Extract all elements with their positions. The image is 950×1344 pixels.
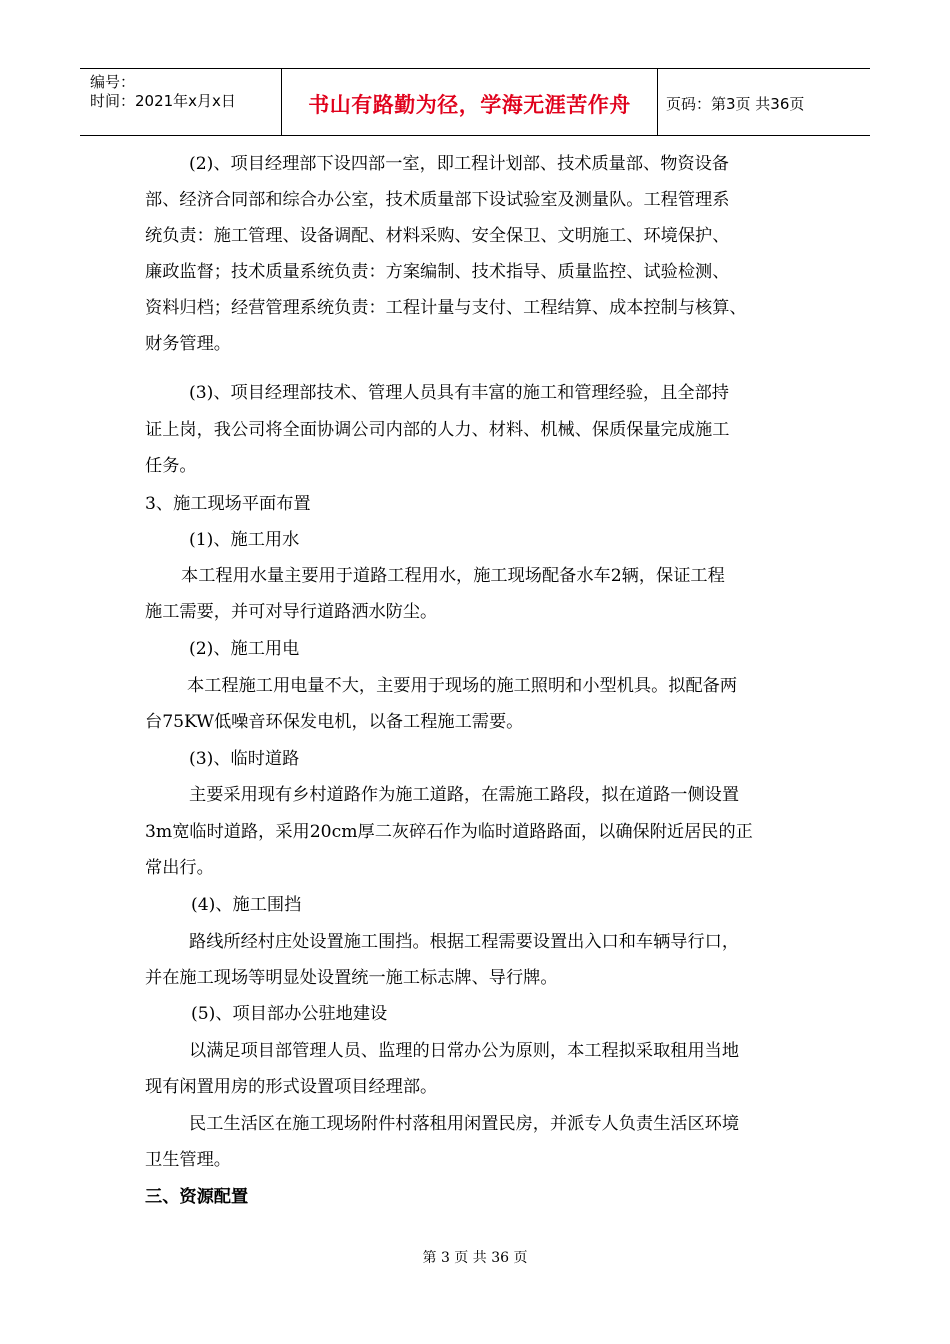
paragraph-line: 本工程施工用电量不大，主要用于现场的施工照明和小型机具。拟配备两: [187, 676, 738, 696]
paragraph-line: 民工生活区在施工现场附件村落租用闲置民房，并派专人负责生活区环境: [189, 1114, 740, 1134]
paragraph-line: 现有闲置用房的形式设置项目经理部。: [145, 1077, 438, 1097]
paragraph-line: 并在施工现场等明显处设置统一施工标志牌、导行牌。: [145, 968, 558, 988]
paragraph-line: 廉政监督；技术质量系统负责：方案编制、技术指导、质量监控、试验检测、: [145, 262, 730, 282]
paragraph-line: (3)、项目经理部技术、管理人员具有丰富的施工和管理经验，且全部持: [189, 383, 729, 403]
page-header: [80, 68, 870, 136]
subsection-heading: (5)、项目部办公驻地建设: [191, 1004, 388, 1024]
paragraph-line: 路线所经村庄处设置施工围挡。根据工程需要设置出入口和车辆导行口，: [189, 932, 740, 952]
section-heading: 3、施工现场平面布置: [145, 494, 311, 514]
paragraph-line: 施工需要，并可对导行道路洒水防尘。: [145, 602, 438, 622]
paragraph-line: 3m宽临时道路，采用20cm厚二灰碎石作为临时道路路面，以确保附近居民的正: [145, 822, 753, 842]
subsection-heading: (4)、施工围挡: [191, 895, 302, 915]
paragraph-line: 资料归档；经营管理系统负责：工程计量与支付、工程结算、成本控制与核算、: [145, 298, 747, 318]
header-page-number: 页码：第3页 共36页: [666, 94, 805, 113]
paragraph-line: 卫生管理。: [145, 1150, 231, 1170]
subsection-heading: (2)、施工用电: [189, 639, 300, 659]
header-meta: [80, 69, 282, 135]
paragraph-line: 台75KW低噪音环保发电机，以备工程施工需要。: [145, 712, 524, 732]
paragraph-line: (2)、项目经理部下设四部一室，即工程计划部、技术质量部、物资设备: [189, 154, 729, 174]
paragraph-line: 常出行。: [145, 858, 214, 878]
paragraph-line: 本工程用水量主要用于道路工程用水，施工现场配备水车2辆，保证工程: [181, 566, 725, 586]
paragraph-line: 证上岗，我公司将全面协调公司内部的人力、材料、机械、保质保量完成施工: [145, 420, 730, 440]
document-number: 编号：: [90, 73, 136, 91]
subsection-heading: (3)、临时道路: [189, 749, 300, 769]
subsection-heading: (1)、施工用水: [189, 530, 300, 550]
chapter-heading: 三、资源配置: [145, 1187, 249, 1207]
paragraph-line: 部、经济合同部和综合办公室，技术质量部下设试验室及测量队。工程管理系: [145, 190, 730, 210]
paragraph-line: 主要采用现有乡村道路作为施工道路，在需施工路段，拟在道路一侧设置: [189, 785, 740, 805]
paragraph-line: 以满足项目部管理人员、监理的日常办公为原则，本工程拟采取租用当地: [189, 1041, 740, 1061]
paragraph-line: 统负责：施工管理、设备调配、材料采购、安全保卫、文明施工、环境保护、: [145, 226, 730, 246]
page-footer: 第 3 页 共 36 页: [422, 1250, 528, 1266]
header-motto: 书山有路勤为径，学海无涯苦作舟: [282, 69, 658, 135]
document-date: 时间：2021年x月x日: [90, 92, 236, 110]
paragraph-line: 财务管理。: [145, 334, 231, 354]
paragraph-line: 任务。: [145, 456, 197, 476]
